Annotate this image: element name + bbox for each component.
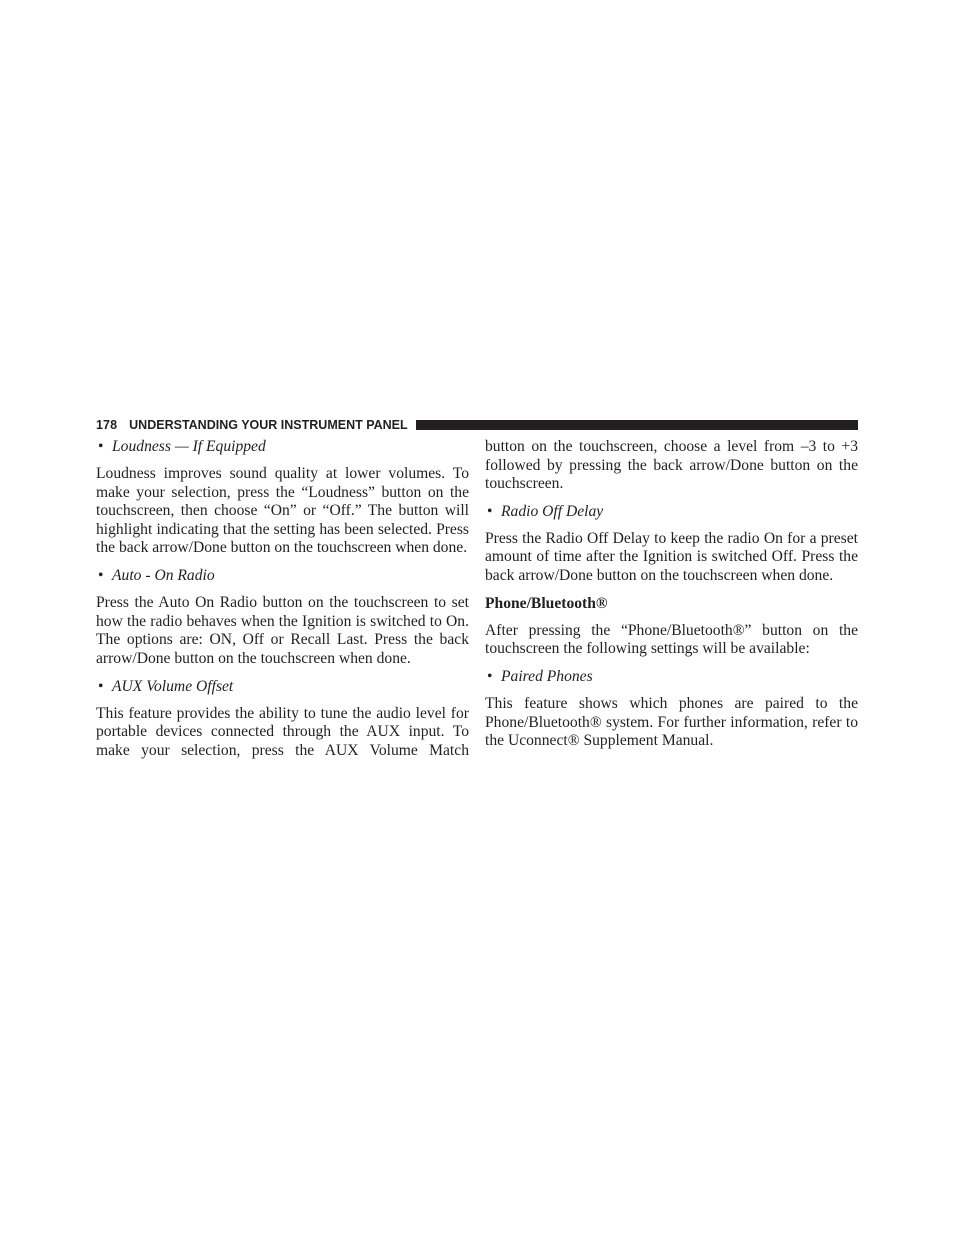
paragraph-paired-phones: This feature shows which phones are paired to the Phone/Bluetooth® system. For further information, refer to the Uconnect® Supplement Manual. — [485, 695, 858, 750]
bullet-dot: • — [98, 438, 104, 455]
header-rule — [416, 420, 858, 430]
paragraph-aux-volume-offset: This feature provides the ability to tune the audio level for portable devices connected through the AUX input. To make your selection, press the AUX Volume Match — [96, 704, 469, 759]
bullet-label: Radio Off Delay — [501, 502, 604, 520]
bullet-label: AUX Volume Offset — [112, 677, 234, 695]
page-header — [96, 417, 858, 433]
bullet-label: Loudness — If Equipped — [112, 438, 266, 455]
paragraph-auto-on-radio: Press the Auto On Radio button on the touchscreen to set how the radio behaves when the Ignition is switched to On. The options are: ON, Off or Recall Last. Press the back arrow/Done button on the touchscreen when done. — [96, 594, 469, 667]
paragraph-aux-continued: button on the touchscreen, choose a level from –3 to +3 followed by pressing the back arrow/Done button on the touchscreen. — [485, 438, 858, 493]
bullet-label: Paired Phones — [501, 667, 593, 685]
bullet-paired-phones — [485, 668, 858, 687]
right-column — [485, 438, 858, 760]
bullet-dot: • — [98, 677, 104, 695]
bullet-aux-volume-offset — [96, 678, 469, 697]
bullet-label: Auto - On Radio — [112, 567, 215, 585]
bullet-radio-off-delay — [485, 503, 858, 522]
paragraph-phone-bluetooth: After pressing the “Phone/Bluetooth®” button on the touchscreen the following settings will be available: — [485, 621, 858, 658]
paragraph-radio-off-delay: Press the Radio Off Delay to keep the radio On for a preset amount of time after the Ignition is switched Off. Press the back arrow/Done button on the touchscreen when done. — [485, 529, 858, 585]
section-title: UNDERSTANDING YOUR INSTRUMENT PANEL — [129, 418, 408, 432]
bullet-dot: • — [487, 667, 493, 685]
bullet-auto-on-radio — [96, 567, 469, 586]
left-column — [96, 438, 469, 769]
bullet-loudness — [96, 438, 469, 457]
paragraph-loudness: Loudness improves sound quality at lower volumes. To make your selection, press the “Loudness” button on the touchscreen, then choose “On” or “Off.” The button will highlight indicating that the setting has been selected. Press the back arrow/Done button on the touchscreen when done. — [96, 465, 469, 557]
bullet-dot: • — [487, 502, 493, 520]
bullet-dot: • — [98, 567, 104, 585]
page-number: 178 — [96, 418, 118, 432]
subheading-phone-bluetooth: Phone/Bluetooth® — [485, 594, 608, 612]
